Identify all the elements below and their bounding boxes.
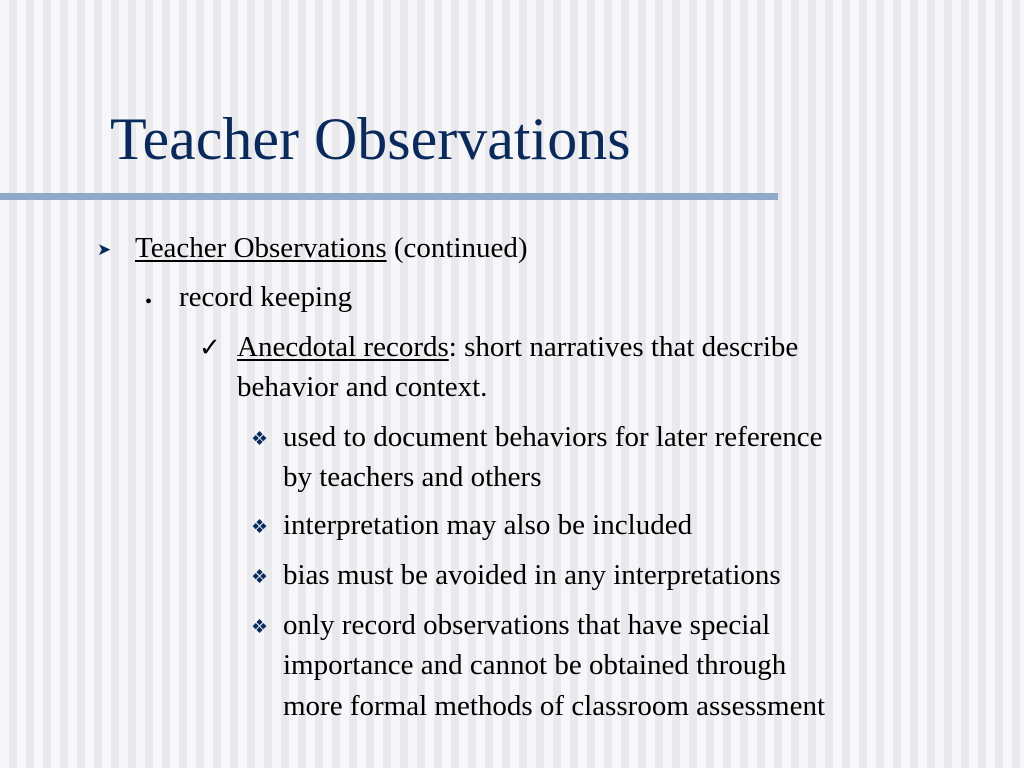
diamond-bullet-icon: ❖ bbox=[251, 429, 269, 450]
bullet-level2: record keeping bbox=[179, 281, 353, 313]
heading-suffix: (continued) bbox=[386, 232, 528, 264]
diamond-bullet-icon: ❖ bbox=[251, 567, 269, 588]
sub-bullet-3-line1: bias must be avoided in any interpretations bbox=[283, 559, 781, 591]
underlined-heading: Teacher Observations bbox=[135, 232, 387, 264]
checkmark-icon: ✓ bbox=[199, 333, 221, 362]
sub-bullet-4-line3: more formal methods of classroom assessment bbox=[283, 690, 826, 722]
slide-title: Teacher Observations bbox=[110, 106, 631, 172]
bullet-level3-line1 bbox=[237, 327, 798, 367]
title-divider bbox=[0, 193, 778, 200]
sub-bullet-1-line1: used to document behaviors for later reference bbox=[283, 421, 823, 453]
sub-bullet-1-line2: by teachers and others bbox=[283, 461, 542, 493]
sub-bullet-4-line2: importance and cannot be obtained through bbox=[283, 649, 787, 681]
bullet-level1 bbox=[135, 228, 528, 268]
bullet-level3-line2: behavior and context. bbox=[237, 371, 488, 403]
diamond-bullet-icon: ❖ bbox=[251, 617, 269, 638]
arrow-bullet-icon: ➤ bbox=[97, 240, 112, 259]
dot-bullet-icon: • bbox=[145, 291, 153, 313]
sub-bullet-4-line1: only record observations that have special bbox=[283, 609, 771, 641]
sub-bullet-2-line1: interpretation may also be included bbox=[283, 509, 693, 541]
term-definition: : short narratives that describe bbox=[448, 331, 799, 363]
diamond-bullet-icon: ❖ bbox=[251, 517, 269, 538]
term-anecdotal-records: Anecdotal records bbox=[237, 331, 449, 363]
